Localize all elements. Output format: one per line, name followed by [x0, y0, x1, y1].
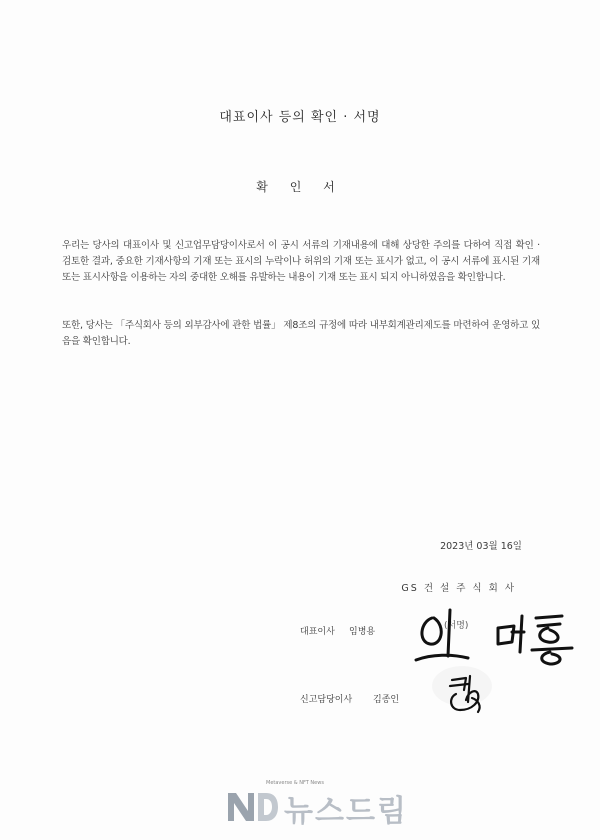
watermark-brand: 뉴스드림 — [284, 794, 408, 829]
ceo-signature-icon — [402, 604, 582, 668]
cfo-name: 김종인 — [373, 695, 400, 705]
document-title: 대표이사 등의 확인 · 서명 — [219, 110, 381, 125]
paragraph-confirmation: 우리는 당사의 대표이사 및 신고업무담당이사로서 이 공시 서류의 기재내용에 대해 상당한 주의를 다하여 직접 확인 · 검토한 결과, 중요한 기재사항의 기재 또는 표시의 누락이나 허위의 기재 또는 표시가 없고, 이 공시 서류에 표시된 기재 또는 표시사항을 이용하는 자의 중대한 오해를 유발하는 내용이 기재 또는 표시 되지 아니하였음을 확인합니다. — [62, 240, 540, 283]
brand-logo-icon — [226, 789, 278, 825]
cfo-label: 신고담당이사 — [300, 695, 353, 705]
paragraph-internal-control: 또한, 당사는 「주식회사 등의 외부감사에 관한 법률」 제8조의 규정에 따라 내부회계관리제도를 마련하여 운영하고 있음을 확인합니다. — [62, 320, 540, 347]
watermark-small-text: Metaverse & NFT News — [266, 780, 324, 786]
document-subtitle: 확 인 서 — [256, 180, 344, 194]
signature-mark: (서명) — [444, 621, 469, 631]
ceo-label: 대표이사 — [300, 627, 335, 637]
company-name: GS 건 설 주 식 회 사 — [401, 583, 516, 594]
document-date: 2023년 03월 16일 — [440, 541, 522, 552]
ceo-name: 임병용 — [349, 627, 376, 637]
cfo-signature-icon — [444, 672, 490, 716]
